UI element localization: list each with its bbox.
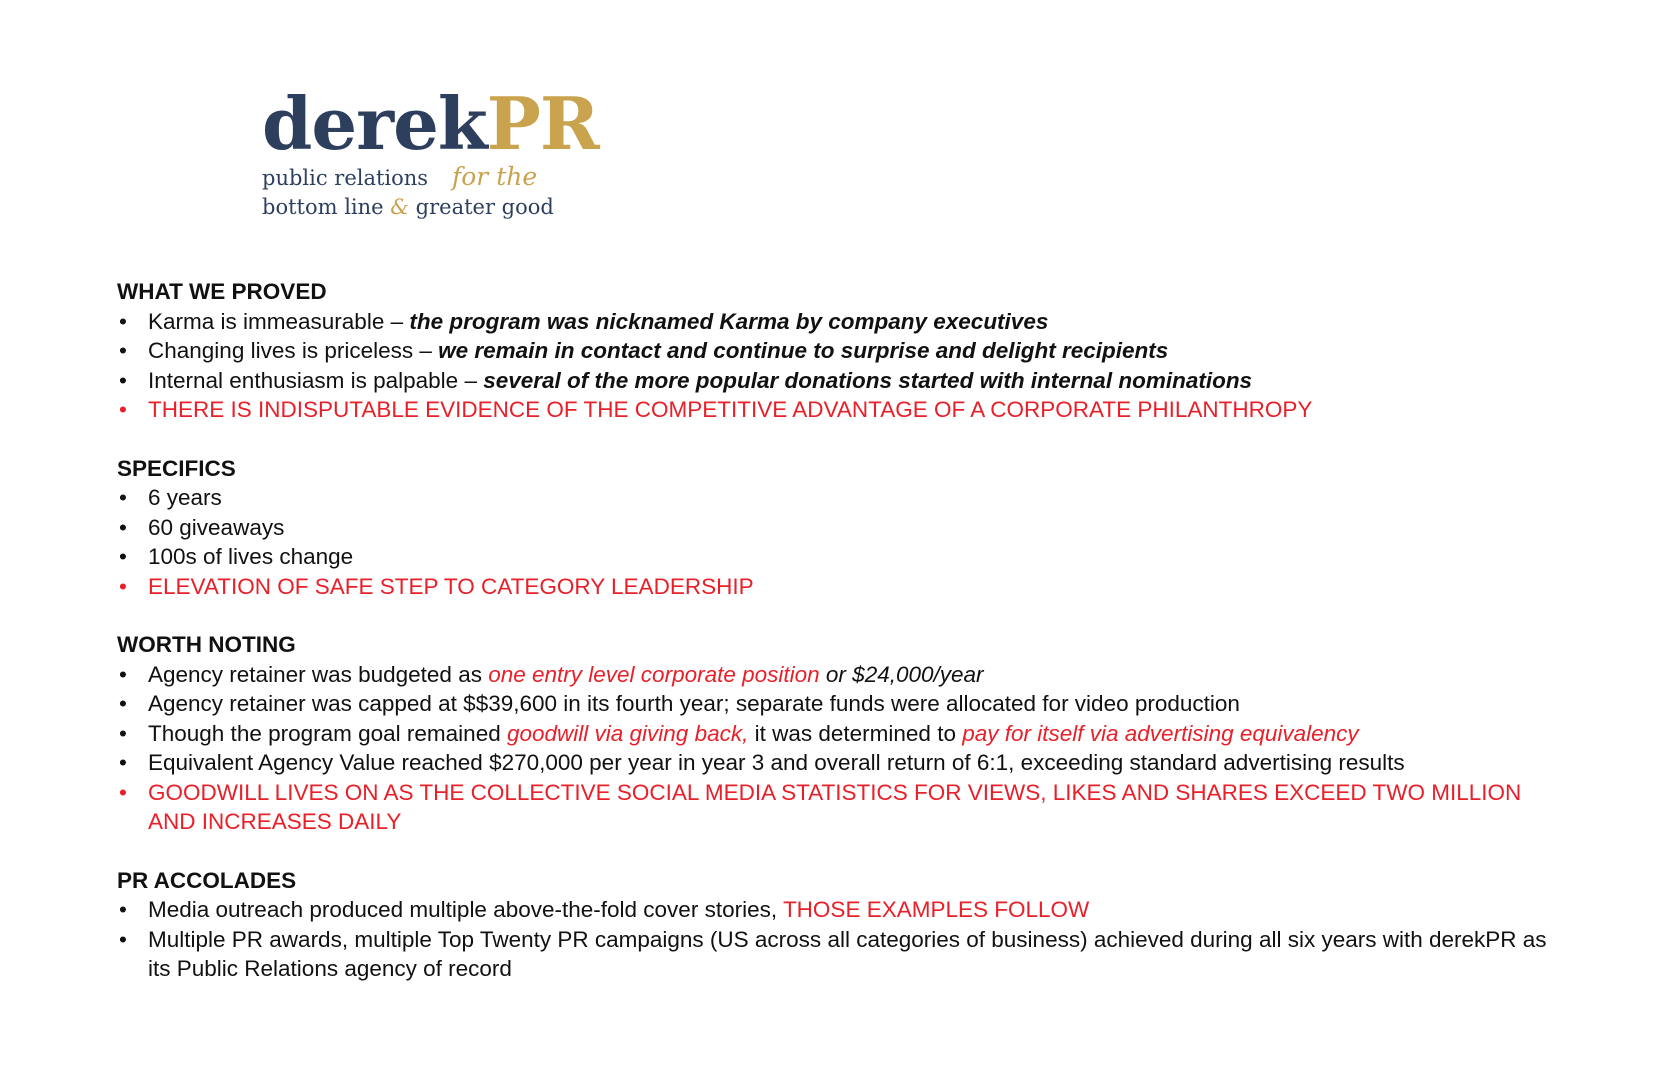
logo-tagline-part-a: bottom line xyxy=(262,195,384,219)
bullet-list xyxy=(117,483,1557,601)
list-item xyxy=(117,307,1557,337)
list-item xyxy=(117,719,1557,749)
bullet-list xyxy=(117,660,1557,837)
logo-derek-text: derek xyxy=(262,81,487,166)
bullet-icon: • xyxy=(119,338,127,363)
list-item xyxy=(117,336,1557,366)
section-specifics xyxy=(117,454,1557,602)
document-body xyxy=(117,277,1557,1013)
item-italic: or $24,000/year xyxy=(819,661,984,687)
item-text: Changing lives is priceless – xyxy=(148,338,439,363)
item-text: Multiple PR awards, multiple Top Twenty PR campaigns (US across all categories of business) achieved during all six years with derekPR as its Public Relations agency of record xyxy=(148,926,1547,981)
bullet-icon: • xyxy=(119,485,127,510)
item-text: it was determined to xyxy=(748,720,963,746)
bullet-icon: • xyxy=(119,926,127,952)
item-text: 100s of lives change xyxy=(148,544,354,569)
item-text: Agency retainer was budgeted as xyxy=(148,661,489,687)
logo-tagline-line2 xyxy=(262,195,554,219)
section-pr-accolades xyxy=(117,866,1557,984)
item-emphasis: the program was nicknamed Karma by company executives xyxy=(409,308,1049,334)
list-item xyxy=(117,513,1557,543)
bullet-list xyxy=(117,307,1557,425)
item-emphasis: one entry level corporate position xyxy=(488,661,820,687)
list-item xyxy=(117,542,1557,572)
list-item-highlight xyxy=(117,778,1557,837)
bullet-icon: • xyxy=(119,367,127,393)
list-item xyxy=(117,483,1557,513)
item-text: Internal enthusiasm is palpable – xyxy=(148,367,484,393)
item-text: Karma is immeasurable – xyxy=(148,308,410,334)
bullet-icon: • xyxy=(119,573,127,599)
logo-tagline-script: for the xyxy=(452,162,538,191)
bullet-icon: • xyxy=(119,720,127,746)
list-item xyxy=(117,660,1557,690)
bullet-icon: • xyxy=(119,691,127,716)
logo-pr-text: PR xyxy=(486,81,599,166)
item-text: Agency retainer was capped at $$39,600 in its fourth year; separate funds were allocated for video production xyxy=(148,691,1240,716)
item-text: Equivalent Agency Value reached $270,000 per year in year 3 and overall return of 6:1, exceeding standard advertising results xyxy=(148,750,1405,775)
bullet-icon: • xyxy=(119,308,127,334)
list-item xyxy=(117,895,1557,925)
bullet-icon: • xyxy=(119,750,127,775)
section-heading: SPECIFICS xyxy=(117,455,236,481)
item-emphasis: we remain in contact and continue to surprise and delight recipients xyxy=(438,338,1169,363)
item-emphasis: several of the more popular donations started with internal nominations xyxy=(483,367,1253,393)
item-emphasis: THOSE EXAMPLES FOLLOW xyxy=(782,897,1090,922)
logo-tagline-amp: & xyxy=(390,195,409,219)
list-item xyxy=(117,689,1557,719)
derekpr-logo xyxy=(262,81,599,224)
item-text: THERE IS INDISPUTABLE EVIDENCE OF THE COMPETITIVE ADVANTAGE OF A CORPORATE PHILANTHROPY xyxy=(148,397,1313,422)
bullet-icon: • xyxy=(119,897,127,922)
item-emphasis: pay for itself via advertising equivalency xyxy=(962,720,1359,746)
list-item-highlight xyxy=(117,395,1557,425)
section-worth-noting xyxy=(117,630,1557,837)
logo-tagline-part-b: greater good xyxy=(415,195,554,219)
item-text: 6 years xyxy=(148,485,222,510)
section-what-we-proved xyxy=(117,277,1557,425)
logo-wordmark xyxy=(262,81,599,166)
list-item xyxy=(117,748,1557,778)
item-text: Though the program goal remained xyxy=(148,720,507,746)
bullet-list xyxy=(117,895,1557,984)
bullet-icon: • xyxy=(119,397,127,422)
item-emphasis: goodwill via giving back, xyxy=(506,720,749,746)
section-heading: WORTH NOTING xyxy=(117,632,296,657)
section-heading: WHAT WE PROVED xyxy=(117,279,327,304)
item-text: Media outreach produced multiple above-the-fold cover stories, xyxy=(148,897,783,922)
bullet-icon: • xyxy=(119,514,127,540)
list-item-highlight xyxy=(117,572,1557,602)
list-item xyxy=(117,366,1557,396)
section-heading: PR ACCOLADES xyxy=(117,867,297,893)
bullet-icon: • xyxy=(119,661,127,687)
item-text: ELEVATION OF SAFE STEP TO CATEGORY LEADERSHIP xyxy=(148,573,754,599)
list-item xyxy=(117,925,1557,984)
item-text: 60 giveaways xyxy=(148,514,285,540)
logo-tagline-line1: public relations xyxy=(262,166,429,190)
bullet-icon: • xyxy=(119,544,127,569)
item-text: GOODWILL LIVES ON AS THE COLLECTIVE SOCIAL MEDIA STATISTICS FOR VIEWS, LIKES AND SHARES EXCEED TWO MILLION AND INCREASES DAILY xyxy=(148,779,1522,834)
bullet-icon: • xyxy=(119,779,127,805)
